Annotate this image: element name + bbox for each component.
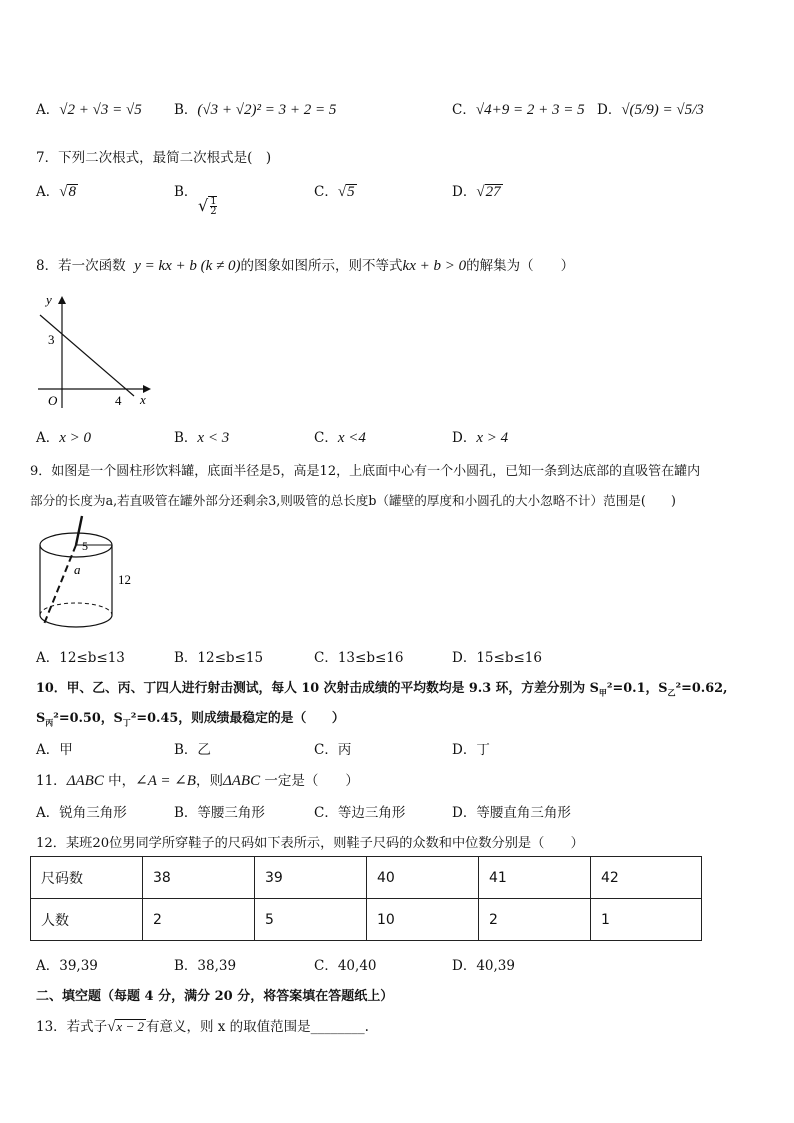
table-cell: 1 <box>591 899 702 941</box>
table-cell: 5 <box>255 899 367 941</box>
q10-option-b: B．乙 <box>174 742 211 758</box>
function-line <box>40 315 134 396</box>
q10-stem-line2: $S_丙^2=0.50$，$S_丁^2=0.45$，则成绩最稳定的是（ ） <box>36 711 345 728</box>
origin-label: O <box>48 393 58 408</box>
table-cell: 人数 <box>31 899 143 941</box>
table-cell: 尺码数 <box>31 857 143 899</box>
q6-option-b: B．(√3 + √2)² = 3 + 2 = 5 <box>174 102 337 118</box>
q7-option-c: C．√5 <box>314 184 355 200</box>
q6-option-c: C．√4+9 = 2 + 3 = 5 <box>452 102 585 118</box>
table-cell: 38 <box>143 857 255 899</box>
q8-stem: 8．若一次函数 y = kx + b (k ≠ 0)的图象如图所示，则不等式kx + b > 0的解集为（ ） <box>36 258 575 274</box>
q10-stem-line1: 10．甲、乙、丙、丁四人进行射击测试，每人 10 次射击成绩的平均数均是 9.3 环，方差分别为 $S_甲^2=0.1$，$S_乙^2=0.62$, <box>36 681 728 698</box>
q10-option-c: C．丙 <box>314 742 352 758</box>
q9-stem-line1: 9．如图是一个圆柱形饮料罐，底面半径是5，高是12，上底面中心有一个小圆孔，已知一条到达底部的直吸管在罐内 <box>30 464 701 479</box>
q11-option-c: C．等边三角形 <box>314 805 406 821</box>
table-cell: 39 <box>255 857 367 899</box>
q11-stem: 11．ΔABC 中，∠A = ∠B，则ΔABC 一定是（ ） <box>36 773 359 789</box>
q9-option-b: B．12≤b≤15 <box>174 650 264 666</box>
q7-option-d: D．√27 <box>452 184 501 200</box>
y-intercept-label: 3 <box>48 332 55 347</box>
table-cell: 10 <box>367 899 479 941</box>
table-row <box>31 857 702 899</box>
q7-stem: 7．下列二次根式，最简二次根式是( ) <box>36 150 272 166</box>
q9-stem-line2: 部分的长度为a,若直吸管在罐外部分还剩余3,则吸管的总长度b（罐壁的厚度和小圆孔的大小忽略不计）范围是( ) <box>30 493 676 508</box>
q7-option-a: A．√8 <box>36 184 76 200</box>
q8-graph <box>34 290 159 410</box>
table-cell: 2 <box>479 899 591 941</box>
table-cell: 41 <box>479 857 591 899</box>
height-label: 12 <box>118 572 131 587</box>
shoe-size-table <box>30 856 702 941</box>
q9-option-c: C．13≤b≤16 <box>314 650 404 666</box>
table-row <box>31 899 702 941</box>
q12-stem: 12．某班20位男同学所穿鞋子的尺码如下表所示，则鞋子尺码的众数和中位数分别是（ ） <box>36 836 584 851</box>
q7-option-b: B． <box>174 184 198 200</box>
cylinder-bottom-front <box>40 615 112 627</box>
y-axis-label: y <box>46 292 52 307</box>
q6-option-d: D．√(5/9) = √5/3 <box>597 102 704 118</box>
q11-option-b: B．等腰三角形 <box>174 805 265 821</box>
y-axis-arrow <box>58 296 66 304</box>
table-cell: 42 <box>591 857 702 899</box>
q6-option-a: A．√2 + √3 = √5 <box>36 102 142 118</box>
x-axis-label: x <box>140 392 146 407</box>
q12-option-d: D．40,39 <box>452 958 515 974</box>
straw-label: a <box>74 562 81 577</box>
q10-option-d: D．丁 <box>452 742 490 758</box>
table-cell: 40 <box>367 857 479 899</box>
q9-option-d: D．15≤b≤16 <box>452 650 542 666</box>
q8-option-c: C．x <4 <box>314 430 366 446</box>
q8-option-b: B．x < 3 <box>174 430 230 446</box>
radius-label: 5 <box>82 539 88 553</box>
q9-cylinder-figure <box>34 512 154 638</box>
q11-option-d: D．等腰直角三角形 <box>452 805 571 821</box>
q10-option-a: A．甲 <box>36 742 73 758</box>
q7-option-b-fraction: √ $\frac{1}{2}$ <box>198 196 217 217</box>
q13-stem: 13．若式子√x − 2 有意义，则 x 的取值范围是________. <box>36 1019 369 1035</box>
q11-option-a: A．锐角三角形 <box>36 805 127 821</box>
section-2-heading: 二、填空题（每题 4 分，满分 20 分，将答案填在答题纸上） <box>36 989 394 1004</box>
q8-option-a: A．x > 0 <box>36 430 92 446</box>
q12-option-a: A．39,39 <box>36 958 98 974</box>
q9-option-a: A．12≤b≤13 <box>36 650 125 666</box>
q12-option-b: B．38,39 <box>174 958 237 974</box>
table-cell: 2 <box>143 899 255 941</box>
x-intercept-label: 4 <box>115 393 122 408</box>
straw-inside <box>44 545 76 624</box>
q8-option-d: D．x > 4 <box>452 430 509 446</box>
q12-option-c: C．40,40 <box>314 958 377 974</box>
